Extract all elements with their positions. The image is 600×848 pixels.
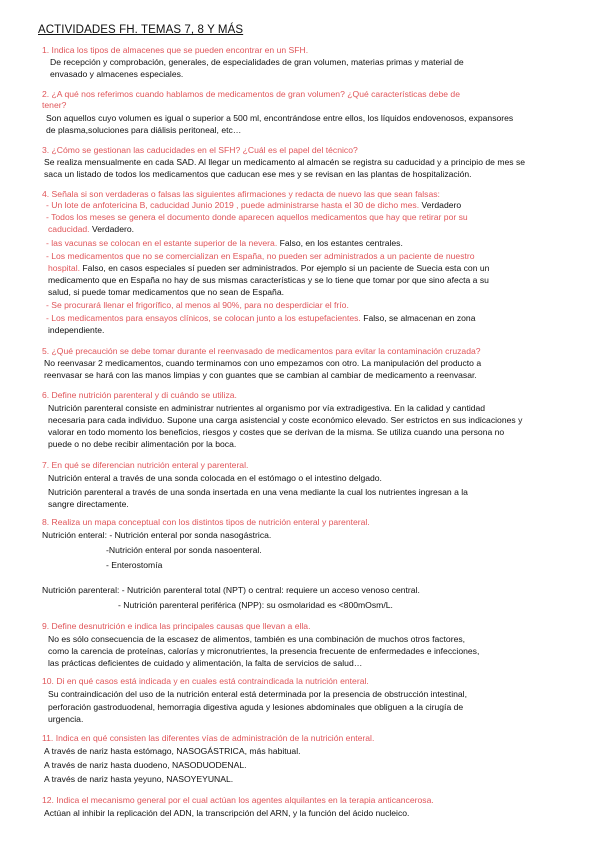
statement-5-text: - Se procurará llenar el frigorífico, al menos al 90%, para no desperdiciar el frío. <box>46 300 349 310</box>
statement-1-text: - Un lote de anfotericina B, caducidad Junio 2019 , puede administrarse hasta el 30 de dicho mes. <box>46 200 420 210</box>
answer-11-line-1: A través de nariz hasta estómago, NASOGÁSTRICA, más habitual. <box>44 746 301 756</box>
statement-6-answer-cont-text: independiente. <box>48 325 105 335</box>
answer-11-line-3: A través de nariz hasta yeyuno, NASOYEYUNAL. <box>44 774 234 784</box>
question-8: 8. Realiza un mapa conceptual con los distintos tipos de nutrición enteral y parenteral. <box>42 517 370 527</box>
answer-10-line-3: urgencia. <box>48 714 84 724</box>
statement-2-text: - Todos los meses se genera el documento donde aparecen aquellos medicamentos que hay que retirar por su <box>46 212 468 222</box>
question-5: 5. ¿Qué precaución se debe tomar durante el reenvasado de medicamentos para evitar la contaminación cruzada? <box>42 346 481 356</box>
answer-10-line-2: perforación gastroduodenal, hemorragia digestiva aguda y lesiones abdominales que obliguen a la cirugía de <box>48 702 464 712</box>
statement-4-answer-1: Falso, en casos especiales sí pueden ser administrados. Por ejemplo si un paciente de Suecia esta con un <box>82 263 490 273</box>
concept-map-enteral-3: - Enterostomía <box>106 560 163 570</box>
statement-6-text: - Los medicamentos para ensayos clínicos, se colocan junto a los estupefacientes. <box>46 313 361 323</box>
statement-4-text-cont: hospital. <box>48 263 81 273</box>
statement-2-answer: Verdadero. <box>91 224 135 234</box>
answer-12: Actúan al inhibir la replicación del ADN, la transcripción del ARN, y la función del ácido nucleico. <box>44 808 410 818</box>
answer-1-line-1: De recepción y comprobación, generales, de especialidades de gran volumen, materias primas y material de <box>50 57 464 67</box>
answer-6-line-2: necesaria para cada individuo. Supone una carga asistencial y coste económico elevado. Ser estrictos en sus indicaciones y <box>48 415 523 425</box>
statement-6 <box>46 313 475 325</box>
statement-1-answer: Verdadero <box>421 200 462 210</box>
question-6: 6. Define nutrición parenteral y di cuándo se utiliza. <box>42 390 237 400</box>
answer-7-line-1: Nutrición enteral a través de una sonda colocada en el estómago o el intestino delgado. <box>48 473 382 483</box>
concept-map-enteral: Nutrición enteral: - Nutrición enteral por sonda nasogástrica. <box>42 530 272 540</box>
question-9: 9. Define desnutrición e indica las principales causas que llevan a ella. <box>42 621 311 631</box>
answer-2-line-2: de plasma,soluciones para diálisis peritoneal, etc… <box>46 125 242 135</box>
answer-6-line-4: puede o no debe recibir alimentación por la boca. <box>48 439 237 449</box>
statement-4-answer-3-text: salud, si puede tomar medicamentos que no sean de España. <box>48 287 285 297</box>
question-1: 1. Indica los tipos de almacenes que se pueden encontrar en un SFH. <box>42 45 309 55</box>
concept-map-parenteral: Nutrición parenteral: - Nutrición parenteral total (NPT) o central: requiere un acceso venoso central. <box>42 585 420 595</box>
question-3: 3. ¿Cómo se gestionan las caducidades en el SFH? ¿Cuál es el papel del técnico? <box>42 145 358 155</box>
answer-3-line-2: saca un listado de todos los medicamentos que caducan ese mes y se revisan en las plantas de hospitalización. <box>44 169 472 179</box>
question-10: 10. Di en qué casos está indicada y en cuales está contraindicada la nutrición enteral. <box>42 676 369 686</box>
concept-map-enteral-2: -Nutrición enteral por sonda nasoenteral. <box>106 545 262 555</box>
answer-2-line-1: Son aquellos cuyo volumen es igual o superior a 500 ml, encontrándose entre ellos, los líquidos endovenosos, expansores <box>46 113 514 123</box>
question-2-line-1: 2. ¿A qué nos referimos cuando hablamos de medicamentos de gran volumen? ¿Qué características debe de <box>42 89 460 99</box>
question-2-line-2: tener? <box>42 100 67 110</box>
statement-3 <box>46 238 403 250</box>
statement-6-answer: Falso, se almacenan en zona <box>363 313 476 323</box>
answer-9-line-1: No es sólo consecuencia de la escasez de alimentos, también es una combinación de muchos otros factores, <box>48 634 466 644</box>
answer-3-line-1: Se realiza mensualmente en cada SAD. Al llegar un medicamento al almacén se registra su caducidad y a principio de mes se <box>44 157 526 167</box>
statement-4-cont <box>48 263 489 275</box>
answer-10-line-1: Su contraindicación del uso de la nutrición enteral está determinada por la presencia de obstrucción intestinal, <box>48 689 467 699</box>
question-12: 12. Indica el mecanismo general por el cual actúan los agentes alquilantes en la terapia anticancerosa. <box>42 795 434 805</box>
answer-5-line-2: reenvasar se hará con las manos limpias y con guantes que se cambian al cambiar de medicamento a reenvasar. <box>44 370 477 380</box>
page-title: ACTIVIDADES FH. TEMAS 7, 8 Y MÁS <box>38 24 244 36</box>
statement-3-text: - las vacunas se colocan en el estante superior de la nevera. <box>46 238 278 248</box>
answer-11-line-2: A través de nariz hasta duodeno, NASODUODENAL. <box>44 760 247 770</box>
question-4: 4. Señala si son verdaderas o falsas las siguientes afirmaciones y redacta de nuevo las que sean falsas: <box>42 189 440 199</box>
statement-4 <box>46 251 475 263</box>
statement-6-answer-cont <box>48 325 104 337</box>
statement-2-cont <box>48 224 134 236</box>
answer-7-line-2: Nutrición parenteral a través de una sonda insertada en una vena mediante la cual los nutrientes ingresan a la <box>48 487 468 497</box>
question-7: 7. En qué se diferencian nutrición enteral y parenteral. <box>42 460 249 470</box>
statement-2-text-cont: caducidad. <box>48 224 90 234</box>
answer-9-line-3: las prácticas deficientes de cuidado y alimentación, la falta de servicios de salud… <box>48 658 363 668</box>
answer-7-line-3: sangre directamente. <box>48 499 129 509</box>
statement-3-answer: Falso, en los estantes centrales. <box>279 238 403 248</box>
answer-6-line-1: Nutrición parenteral consiste en administrar nutrientes al organismo por vía extradigestiva. En la calidad y cantidad <box>48 403 486 413</box>
answer-6-line-3: valorar en todo momento los beneficios, riesgos y costes que se derivan de la misma. Se utiliza cuando una persona no <box>48 427 505 437</box>
statement-2 <box>46 212 468 224</box>
statement-4-answer-2 <box>48 275 489 287</box>
answer-5-line-1: No reenvasar 2 medicamentos, cuando terminamos con uno empezamos con otro. La manipulación del producto a <box>44 358 482 368</box>
answer-1-line-2: envasado y almacenes especiales. <box>50 69 184 79</box>
statement-4-answer-2-text: medicamento que en España no hay de sus mismas características y se lo tiene que tomar por que sino afecta a su <box>48 275 489 285</box>
statement-4-answer-3 <box>48 287 284 299</box>
question-11: 11. Indica en qué consisten las diferentes vías de administración de la nutrición enteral. <box>42 733 375 743</box>
statement-1 <box>46 200 461 212</box>
statement-4-text: - Los medicamentos que no se comercializan en España, no pueden ser administrados a un paciente de nuestro <box>46 251 475 261</box>
answer-9-line-2: como la carencia de proteínas, calorías y micronutrientes, la presencia frecuente de enfermedades e infecciones, <box>48 646 480 656</box>
concept-map-parenteral-2: - Nutrición parenteral periférica (NPP): su osmolaridad es <800mOsm/L. <box>118 600 393 610</box>
statement-5 <box>46 300 349 312</box>
